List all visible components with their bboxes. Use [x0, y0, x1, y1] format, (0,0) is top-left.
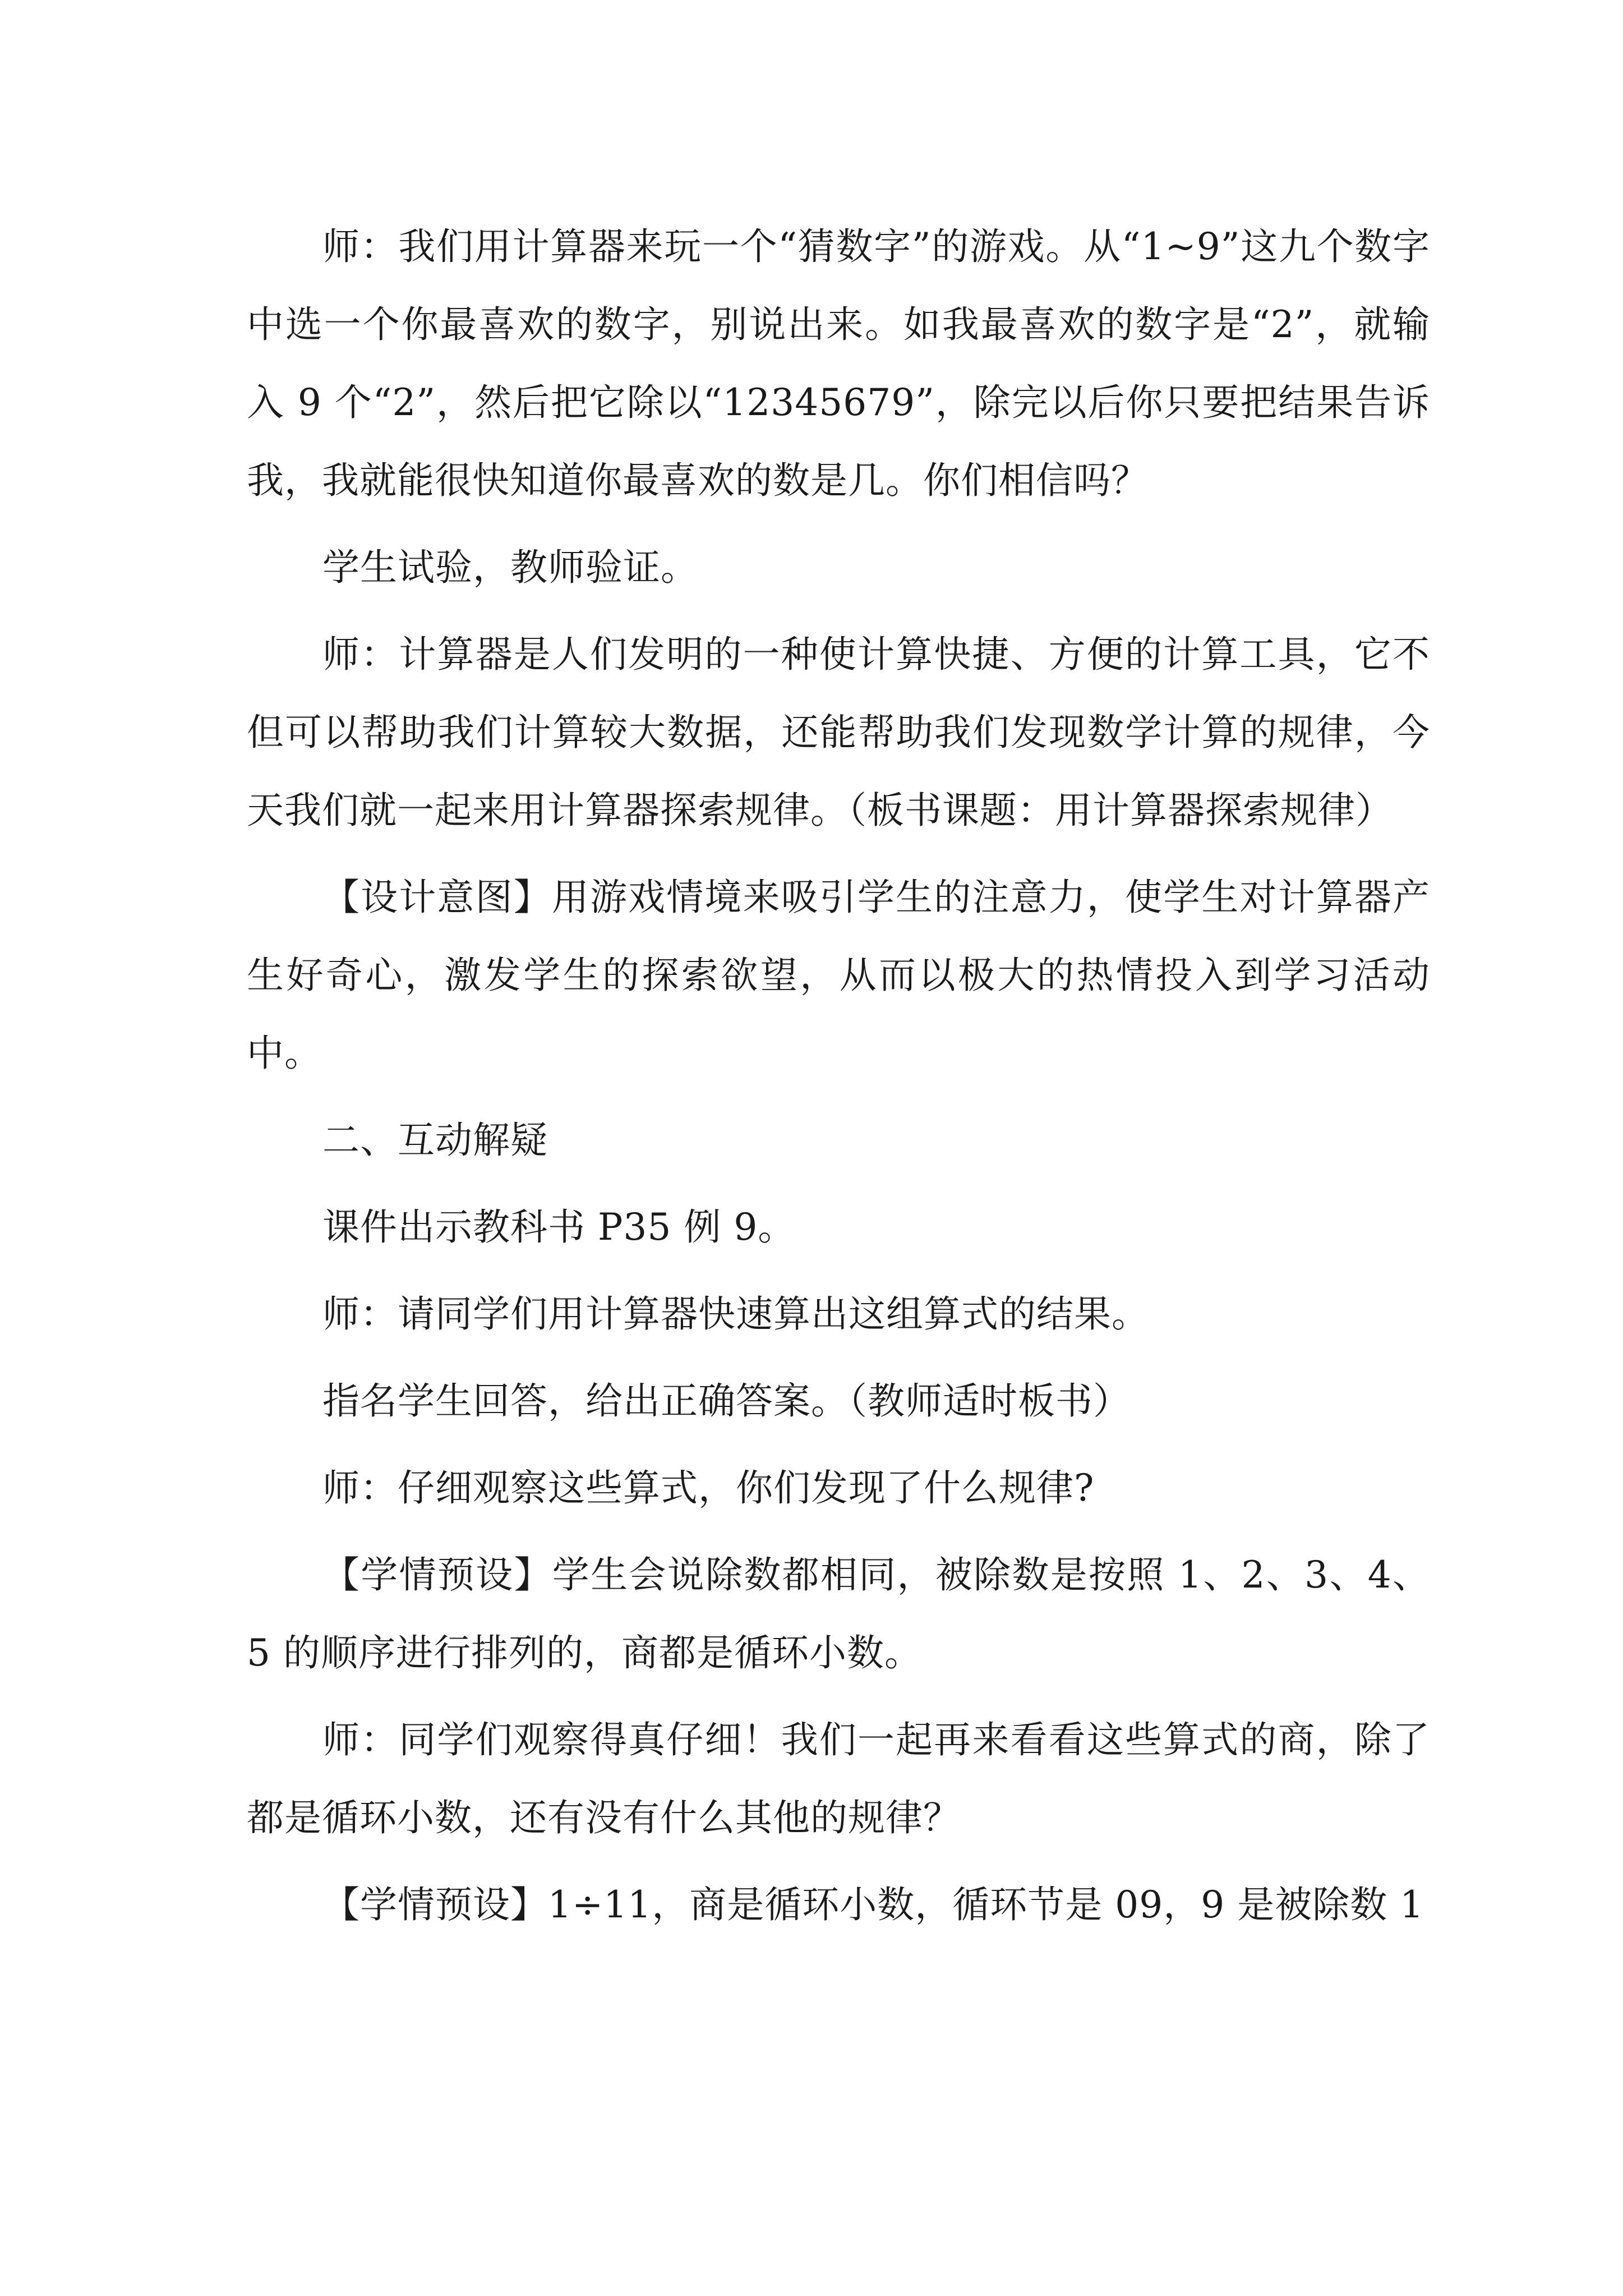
paragraph-guess-number-game: 师：我们用计算器来玩一个“猜数字”的游戏。从“1~9”这九个数字中选一个你最喜欢的数字，别说出来。如我最喜欢的数字是“2”，就输入 9 个“2”，然后把它除以“12345679”，除完以后你只要把结果告诉我，我就能很快知道你最喜欢的数是几。你们相信吗？ — [247, 225, 1430, 502]
document-body — [247, 208, 1430, 1944]
paragraph-courseware-example: 课件出示教科书 P35 例 9。 — [322, 1205, 796, 1249]
section-heading-interaction: 二、互动解疑 — [322, 1119, 548, 1162]
paragraph-compute-results: 师：请同学们用计算器快速算出这组算式的结果。 — [322, 1292, 1149, 1336]
paragraph-learning-preset-2: 【学情预设】1÷11，商是循环小数，循环节是 09，9 是被除数 1 — [322, 1883, 1424, 1926]
paragraph-observe-quotients: 师：同学们观察得真仔细！我们一起再来看看这些算式的商，除了都是循环小数，还有没有什么其他的规律？ — [247, 1718, 1430, 1839]
paragraph-calculator-intro: 师：计算器是人们发明的一种使计算快捷、方便的计算工具，它不但可以帮助我们计算较大数据，还能帮助我们发现数学计算的规律，今天我们就一起来用计算器探索规律。（板书课题：用计算器探索规律） — [247, 633, 1430, 832]
paragraph-student-test: 学生试验，教师验证。 — [322, 546, 698, 589]
paragraph-learning-preset-1: 【学情预设】学生会说除数都相同，被除数是按照 1、2、3、4、5 的顺序进行排列的，商都是循环小数。 — [247, 1553, 1430, 1674]
paragraph-observe-rule: 师：仔细观察这些算式，你们发现了什么规律? — [322, 1466, 1095, 1510]
paragraph-design-intent: 【设计意图】用游戏情境来吸引学生的注意力，使学生对计算器产生好奇心，激发学生的探索欲望，从而以极大的热情投入到学习活动中。 — [247, 876, 1430, 1075]
paragraph-student-answer: 指名学生回答，给出正确答案。（教师适时板书） — [322, 1379, 1131, 1423]
